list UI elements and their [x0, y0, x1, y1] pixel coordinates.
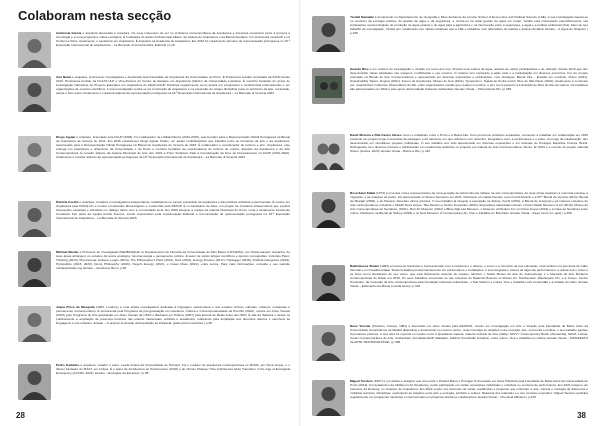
contributor-name: Ambrósia Garcia [56, 31, 82, 35]
contributor-name: Miguel Teodoro [350, 379, 373, 383]
contributor-description: (1997) é um artista e designer que vive entre o Paraná Baixo e Portugal. É licenciado em Artes Plásticas pela Faculdade de Belas Artes da Universidade do Porto (2019). Foi Académico da Alldiferent Art Residency, tendo participado em várias exposições individuais e coletivas no contexto da performance. Em 2021 integrou um Intensive da Ecoloog, no Coletivo de Arquitetura. Em 2022 expôs nos domínios de várias residências e projectos que misturam a arte, ciência e ecologia de diferentes e múltiplas técnicas, disciplinas, explorando as relações entre arte e ecologia, território e cultura, Natureza dos materiais e o seu contexto expositivo. Miguel Teodoro participa regularmente em programas nacionais e internacionais em projectos artísticos colaborativos. Ensaio Visual – Chemical Affinities | p.338 [350, 379, 588, 400]
right-page [300, 0, 600, 426]
contributor-name: Rosa Saini Kallat [350, 191, 376, 195]
contributor-photo [312, 265, 345, 301]
contributor-name: Michael Marder [56, 250, 79, 254]
contributor-description: vivem e trabalham entre o Porto e a Baixa Alta. Com percursos artísticos separados, começam a trabalhar em colaboração em 2015 iniciando um projeto longo a propósito da paisagem e da natureza, em que reflectem com desenho, fotografia e som, a performance e o vídeo. Ao longo da colaboração, têm desenvolvido em simultâneo projetos individuais. O seu trabalho tem sido apresentado em diversas exposições e em festivais do Portugal, Espanha, França, Brasil. Distinguidos com diversos prémios e participaram em residências artísticas no projecto em Galeria de Arte Contemporânea, Monte, E! 2023 e a convite do projeto editorial Sirene (Lisboa, 2023). Ensaio Visual – Bobre a Rio | p.310 [350, 133, 588, 154]
contributor-name: Yardiel Namadiz [350, 15, 374, 19]
contributor-photo [18, 136, 51, 172]
contributor-name: Patrícia Coelho [56, 200, 79, 204]
contributor-bio [350, 324, 588, 344]
contributor-description: é arquiteta, professora, investigadora e doutorada pela Faculdade de Arquitetura da Universidade do Porto. É Professora Auxiliar convidada da FAUP desde 2013, Professora Auxiliar da FCAAT-ULP e Vice-diretora do Centro de Estudos em Arquitetura (CEAU) da Universidade Lusófona. É membro fundador do grupo de investigação Narrativas do Projecto Educativo em Arquitetura do CEAU-FAUP. Participa regularmente como autora em congressos e conferências internacionais e em organizações de eventos científicos. A sua investigação centra-se na construção de arquitetura e na expansão do campo disciplinar para os territórios da arte, sociedade, saúde e bem-estar. Atualmente é curadora adjunta da representação portuguesa na 18.ª Exposição Internacional de Arquitetura – La Biennale di Venezia 2023. [56, 75, 290, 96]
contributor-bio [350, 264, 588, 288]
contributor-photo [312, 68, 345, 104]
contributor-bio [350, 191, 588, 215]
contributor-bio [350, 133, 588, 153]
contributor-name: David Moreira e Rita Castro Neves [350, 133, 402, 137]
contributor-bio [56, 31, 290, 47]
page-number-left: 28 [16, 411, 25, 420]
contributor-photo [312, 325, 345, 361]
contributor-name: Bakhoboese Siwani [350, 264, 380, 268]
contributor-bio [350, 15, 588, 35]
page-number-right: 38 [577, 411, 586, 420]
contributor-photo [312, 380, 345, 416]
contributor-bio [56, 305, 290, 325]
contributor-description: (1983) encontra-se fascinado e impressionado com a natureza e o urbano, o corpo e a memória na sua educação, vivia também na província de Cabo Oriental e em KwaZulu-Natal. Siwani trabalha predominantemente em performance e instalações, e sua fotografia e vídeos de algumas performances. A artista usa o vídeo e as fotos como ilustrações de seu corpo, que está fisicamente ausente de espaço, também o Stellis Museu de Arte de Joanesburgo e o Mercado de Arte Moderna Contemporânea de Dakar em 2019. Os seus trabalhos encontram-se nas coleções do National Museum of African Art, Smithsonian, Washington DC, e a Jumex, Centre Pompidou, da Colecção de Arte Contemporânea pela Fundação Calouste Gulbenkian, o Tate Modern e outras. Vive e trabalha entre Amsterdão e a Cidade do Cabo. Ensaio Visual – Ethunacho ka Mama (ouvida lenta) | p.318 [350, 264, 588, 289]
contributor-name: Pedro Gadanho [56, 363, 80, 367]
contributor-photo [312, 134, 345, 170]
contributor-photo [312, 192, 345, 228]
contributor-photo [18, 76, 51, 112]
contributor-name: Guarda Rios [350, 67, 369, 71]
contributor-name: Joana Pissó de Mesquita [56, 305, 95, 309]
contributor-description: é arquiteta, curadora e investigadora independente, trabalhando no campo expandido da arquitetura e das práticas artísticas experimentais. É mestre em Arquitetura pela DARQ-UC e mestre em Estudos Museológicos e Curatoriais pela FBAUP. É co-fundadora de Atlas, um projeto de curadoria independente que explora interseções espaciais e artísticas em diálogo direto com a comunidade local. Em 2020 integrou a equipa da Galeria Municipal do Porto, onde é atualmente Assistente Curatorial. Faz parte da equipa Fertile Futures, sendo responsável pela Coordenação Editorial e Comunicação da representação portuguesa na 18.ª Exposição Internacional de Arquitetura – La Biennale di Venezia 2023. [56, 200, 290, 221]
contributor-description: (1973) é uma das vozes representantes da nova geração do subcontinente indiano na arte contemporânea. As suas obras exploram a memória coletiva, a migração, e as relações de poder. Foi apresentada no Museu Serralves em 2021. Participou em várias bienais, como Kochi-Muziris e a 55.ª Bienal de Veneza (2013), Bienal de Sharjah (2009), e de Havana. Recebeu vários prémios. O seu trabalho já integrou a exposição na Sidney, Kochi (2019), a Bienal de Liverpool e as maiores coleções de arte contemporânea, incluindo o MoMA Nova Iorque, Tate Modern e Centre Pompidou (2022). Exposições individuais incluem o Kiran Nadar Museum of Art (2019), Museu de Arte Contemporânea de Serralves, (2021), Mori Art Museum (2022) e Bhau Daji Lad Museum, o Museum of Modern Art, em Nova Iorque (2016) e a Casa de Serralves entre outros. Participou na Bienal de Sidney (2018) e no New Museum of Contemporary Art. Vive e trabalha em Bombaim. Ensaio Visual – Deep rivers run quiet | p.308 [350, 191, 588, 216]
contributor-bio [350, 67, 588, 91]
contributor-description: (Chartres, França, 1981) é licenciado em artes visuais pela ESADCR, mestre em Investigação em Arte e Criação pela Faculdade de Belas Artes da Universidade Complutense de Madrid (Espanha) e doutorando no mesmo centro, onde investiga as relações entre ecologia, arte, economia e política, o seu trabalho ganhou importantes prémios. A sua obra foi exposta em locais como a Quadrante Galeria, Galeria Cultural de Arte (Itália): SAVVY Contemporary Berlin (Alemanha), MAAT, Lisboa; Centro Contemporâneo de Arte, Gulbenkian, Fundação EDP, Matadero, Madrid; Kunsthalle Lissabon, entre outros. Vive e trabalha em Lisboa. Ensaio Visual – MANIFESTO da ARTE TRANSPORTÁVEL | p.388 [350, 324, 588, 345]
contributor-name: Nuno Vicente [350, 324, 371, 328]
contributor-description: é arquiteto, licenciado pela FAUP (2008). Foi colaborador na LIKEarchitects (2010-2015), sole-founder para a Representação Oficial Portuguesa na Bienal de Arquitetura de Veneza de 2014. Em 2016 estabeleceu Diogo Aguiar Studio, um atelier multidisciplinar que trabalha entre as fronteiras da arte e da arquitetura, selecionado para a Representação Oficial Portuguesa na Bienal de Arquitetura de Veneza de 2018. É colaborador e coordenador de turismo e arte. Arquitetura, este entrega em arquitetura e urbanismo da Universidade e do Porto e membro fundador da coordenadora do turismo de ensino, Estudos da Arquitetura e da Arte Contemporânea. É curador adjunto da Galeria Municipal de Arte. Em 2022 a Porto Sculpture Park a Coordenação da Tese de Doutoramento na FAUP (2021-2022). Atualmente é curador adjunto da representação portuguesa na 18.ª Exposição Internacional de Arquitetura – La Biennale di Venezia 2023. [56, 135, 290, 160]
contributor-photo [18, 251, 51, 287]
contributor-photo [18, 306, 51, 342]
contributor-description: (1984, Londres) é uma artista investigadora dedicada à linguagem verbal-visual e aos estudos críticos culturais, urbanos, curatoriais e pensamento contemporâneo. É doutoranda pela Programa de pós-graduação em Literatura, Cultura e Contemporaneidade da Puc-Rio (2022), mestre em Artes Visuais (2015) pelo Programa de Pós-graduação em Artes Visuais da UFRJ e Bacharel em Pintura (2007) pela Escola de Belas Artes da UFRJ. É alia da Ifeditora e desde os publicamente a ampliação da presença feminina nas esferas intelectuais, artística e acadêmica, realizando pela ampliação dos domínios abertos e sensíveis às linguagens e nas relações. Ensaio – O arquivo inventado da Expedição ao Pantanal: guião para imundícies | p.48 [56, 305, 291, 326]
contributor-name: Diogo Aguiar [56, 135, 76, 139]
contributor-name: Ana Neiva [56, 75, 72, 79]
contributor-description: é arquiteta doutorada e curadora. Os seus interesses de ser no problema contemporânea da arquitetura e interessa mecanicar perto à procura a tecnologia e a uma pergunta a critica ecológica. É fundadora do atelier Architectural Affairs, da Galeria de Arquitetura e da Bienal Artefacts. Foi professora na EAUP e na Sorbonne Paris. Atualmente, é assistente em Arquitetura. É Arquiteta na Academia de Arquitetura. Em 2016 foi curadora do primeiro de representação portuguesa no 15.ª Exposição Internacional de Arquitectura – La Biennale di Venezia 2021. Editorial | p.18. [56, 31, 290, 48]
contributor-photo [18, 32, 51, 68]
contributor-bio [56, 75, 290, 95]
contributor-bio [56, 250, 290, 270]
contributor-bio [56, 363, 290, 375]
contributor-photo [18, 364, 51, 400]
contributor-bio [56, 135, 290, 159]
contributor-bio [56, 200, 290, 220]
contributor-description: é doutorando no Departamento de Geografia e Meio Ambiente da London School of Economics and Political Science (LSE). A sua investigação baseia-se no contexto da ecologia política, da gestão da água e da segurança, e centra-se na atual gestão da água em Israel. Yardiel está interessado especificamente nas implicações socioecológicas de produção de água potável e de água para a agricultura e na intersecção entre a segurança, a água e a política ambiental (Sul). Além do seu trabalho de investigação, Yardiel tem colaborado com várias iniciativas que a LSE e trabalhou num laboratório de política e justiça climática. Ensaio – A Água de Ninguém | p.238 [350, 15, 588, 36]
contributor-description: é arquiteto, curador e autor. Leads Fellow da Universidade de Harvard. Foi o curador de arquitetura contemporânea no MoMA, em Nova Iorque, e o diretor fundador do MAAT, em Lisboa. É o autor de Architecture as Performance (2018) e de Climax Change! How Architecture Must Transform in the Age of Ecological Emergency (ACTAR, 2022). Ensaio – Ecologias da Escassez | p.98 [56, 363, 290, 376]
contributor-description: é um coletivo de investigação e criação em torno dos rios. Propõe uma cultura da água, através de ações participativas e de reflexão. Desde 2019 que têm desenvolvido várias atividades nas margens, mobilizando o seu entorno. O coletivo tem explorado a ação rural e a participação em diversos encontros. Foi um projeto premiado na Bienal de Arte Contemporânea e apresentado em diversas exposições e publicações, com destaque: Bienal Vita – Ensaiar um comboio, Rumo (2021); Sustainability Topics, Dogma (2021); Forum de Arquitetura, Museu do Coa (2021); Symposium, Tejada do Pedra Gozzi; Rios de São Paulo (2022). Atualmente é composto por: Guarda Rios Collective Observatório do Rio, entre organizações sociais que residem nos Rios, e tem como parceiro a Fundação de Rios do Alto de Lisboa. Os trabalhos são apresentados em 2022 e pelo apoio da Fundação Calouste Gulbenkian. Ensaio Visual – Observatório-Rio | p.250 [350, 67, 588, 92]
contributor-photo [312, 16, 345, 52]
section-title: Colaboram nesta secção [18, 8, 172, 23]
contributor-bio [350, 379, 588, 399]
contributor-description: é Professor de Investigação IKERBASQUE no Departamento de Filosofia da Universidade do País Basco (UPV/EHU), em Vitoria-Gasteiz, Espanha. As suas áreas abrangem os estudos da teoria ecológica, fenomenologia e pensamento político. É autor de vários artigos científicos e dezoito monografias, incluindo Plant-Thinking (2013), Phenomena–Critique–Logos (2014), The Philosopher's Plant (2014), Dust (2016), Energy Dreams (2017), Heidegger (2018), Political Categories (2019), Pyropolitics (2015, 2020), Dump Philosophy (2020), Hegel's Energy (2021), e Green Mass (2021), entre outros. Para mais informações, consulte o seu website michaelmarder.org. Ensaio – Apodrecer Bem | p.38 [56, 250, 290, 271]
contributor-photo [18, 201, 51, 237]
